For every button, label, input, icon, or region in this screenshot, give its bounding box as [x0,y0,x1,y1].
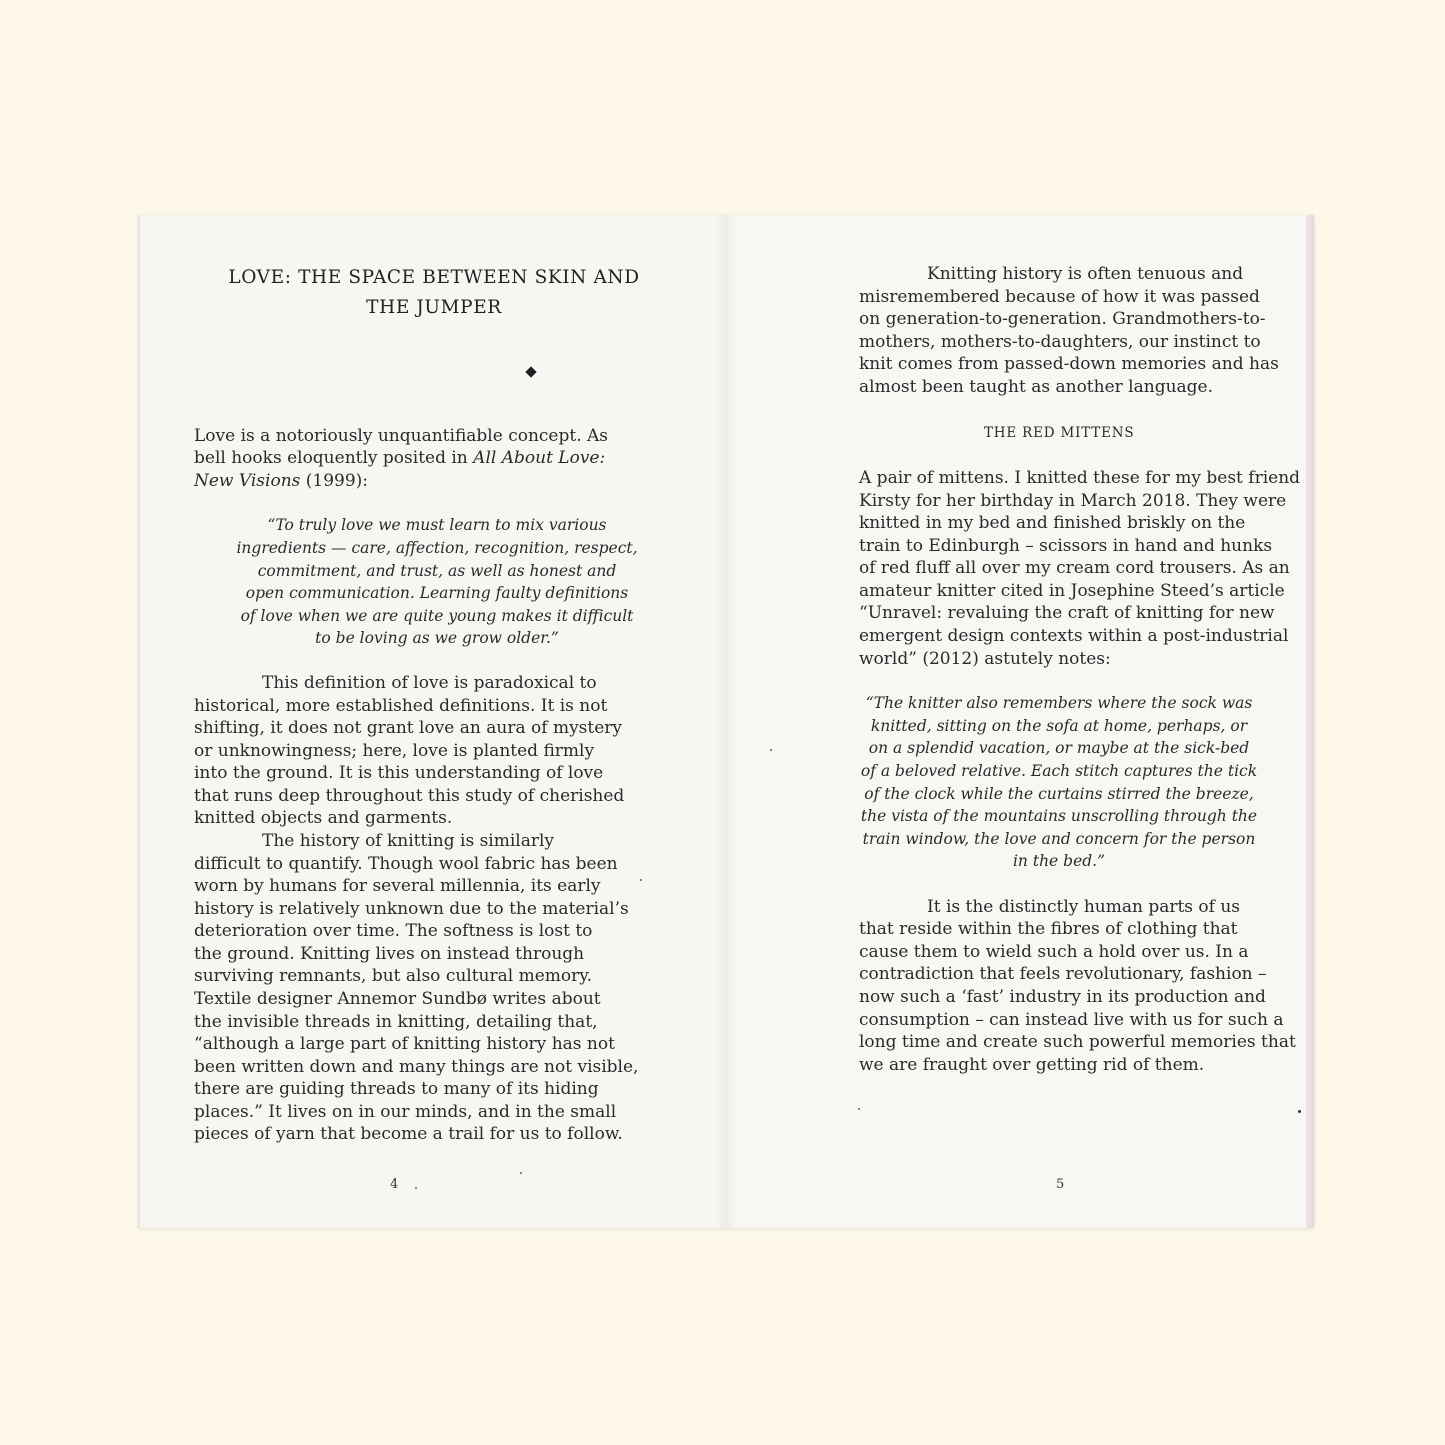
sock-quote-line-4: of a beloved relative. Each stitch captures the tick [860,762,1258,780]
right-intro-line-4: mothers, mothers-to-daughters, our instinct to [859,332,1261,352]
body-line-14: surviving remnants, but also cultural memory. [194,966,593,986]
intro-line-2-text: bell hooks eloquently posited in [194,448,474,468]
section-subheading: THE RED MITTENS [984,425,1135,441]
chapter-title-line-2: THE JUMPER [366,297,502,318]
book-title-part-1: All About Love: [473,448,606,468]
body-line-2: historical, more established definitions. It is not [194,696,608,716]
body-line-12: deterioration over time. The softness is lost to [194,921,593,941]
body-line-18: been written down and many things are not visible, [194,1057,639,1077]
quote-line-4: open communication. Learning faulty definitions [245,584,629,602]
body-line-1: This definition of love is paradoxical to [262,673,597,693]
closing-line-7: long time and create such powerful memories that [859,1032,1296,1052]
sock-quote-line-6: the vista of the mountains unscrolling through the [860,807,1258,825]
chapter-title-line-1: LOVE: THE SPACE BETWEEN SKIN AND [228,267,640,288]
mittens-line-8: emergent design contexts within a post-industrial [859,626,1289,646]
mittens-line-4: train to Edinburgh – scissors in hand and hunks [859,536,1273,556]
closing-line-3: cause them to wield such a hold over us. In a [859,942,1249,962]
body-line-6: that runs deep throughout this study of cherished [194,786,625,806]
intro-line-3 [194,470,368,493]
body-line-21: pieces of yarn that become a trail for us to follow. [194,1124,623,1144]
mittens-line-9: world” (2012) astutely notes: [859,649,1111,669]
center-fold [716,215,736,1228]
paper-speck [640,879,642,881]
body-line-15: Textile designer Annemor Sundbø writes about [194,989,601,1009]
intro-line-1: Love is a notoriously unquantifiable concept. As [194,426,609,446]
right-intro-line-5: knit comes from passed-down memories and has [859,354,1279,374]
body-line-10: worn by humans for several millennia, its early [194,876,601,896]
paper-speck [1298,1110,1301,1113]
paper-speck [770,749,772,751]
body-line-11: history is relatively unknown due to the material’s [194,899,629,919]
sock-quote-line-8: in the bed.” [1012,852,1106,870]
mittens-line-2: Kirsty for her birthday in March 2018. They were [859,491,1287,511]
sock-quote-line-3: on a splendid vacation, or maybe at the sick-bed [868,739,1250,757]
closing-line-4: contradiction that feels revolutionary, fashion – [859,964,1267,984]
closing-line-2: that reside within the fibres of clothing that [859,919,1238,939]
paper-speck [520,1172,522,1174]
book-title-part-2: New Visions [194,471,301,491]
right-intro-line-6: almost been taught as another language. [859,377,1214,397]
closing-line-8: we are fraught over getting rid of them. [859,1055,1205,1075]
paper-speck [415,1187,417,1189]
page-number-left: 4 [390,1177,399,1192]
body-line-4: or unknowingness; here, love is planted firmly [194,741,595,761]
body-line-9: difficult to quantify. Though wool fabric has been [194,854,618,874]
right-intro-line-2: misremembered because of how it was passed [859,287,1260,307]
right-intro-line-1: Knitting history is often tenuous and [927,264,1244,284]
sock-quote-line-5: of the clock while the curtains stirred the breeze, [864,785,1254,803]
body-line-20: places.” It lives on in our minds, and in the small [194,1102,617,1122]
page-edge [1306,215,1314,1228]
quote-line-2: ingredients — care, affection, recognition, respect, [236,539,638,557]
open-booklet [138,215,1314,1228]
body-line-5: into the ground. It is this understanding of love [194,763,604,783]
body-line-8: The history of knitting is similarly [262,831,555,851]
mittens-line-6: amateur knitter cited in Josephine Steed’s article [859,581,1285,601]
right-page [726,215,1306,1228]
quote-line-1: “To truly love we must learn to mix various [267,516,607,534]
sock-quote-line-2: knitted, sitting on the sofa at home, perhaps, or [870,717,1248,735]
body-line-13: the ground. Knitting lives on instead through [194,944,585,964]
closing-line-6: consumption – can instead live with us for such a [859,1010,1284,1030]
body-line-17: “although a large part of knitting history has not [194,1034,615,1054]
intro-line-3-text: (1999): [300,471,369,491]
closing-line-1: It is the distinctly human parts of us [927,897,1241,917]
body-line-16: the invisible threads in knitting, detailing that, [194,1012,598,1032]
page-number-right: 5 [1056,1177,1065,1192]
diamond-icon [525,366,536,377]
quote-line-5: of love when we are quite young makes it difficult [240,607,634,625]
quote-line-6: to be loving as we grow older.” [315,629,559,647]
right-intro-line-3: on generation-to-generation. Grandmothers-to- [859,309,1266,329]
intro-line-2 [194,447,605,470]
quote-line-3: commitment, and trust, as well as honest and [257,562,617,580]
paper-speck [858,1108,860,1110]
sock-quote-line-1: “The knitter also remembers where the sock was [865,694,1253,712]
sock-quote-line-7: train window, the love and concern for the person [862,830,1256,848]
mittens-line-7: “Unravel: revaluing the craft of knitting for new [859,603,1275,623]
mittens-line-5: of red fluff all over my cream cord trousers. As an [859,558,1290,578]
mittens-line-1: A pair of mittens. I knitted these for my best friend [859,468,1301,488]
left-page [138,215,728,1228]
body-line-3: shifting, it does not grant love an aura of mystery [194,718,623,738]
mittens-line-3: knitted in my bed and finished briskly on the [859,513,1246,533]
body-line-7: knitted objects and garments. [194,808,453,828]
closing-line-5: now such a ‘fast’ industry in its production and [859,987,1266,1007]
body-line-19: there are guiding threads to many of its hiding [194,1079,599,1099]
